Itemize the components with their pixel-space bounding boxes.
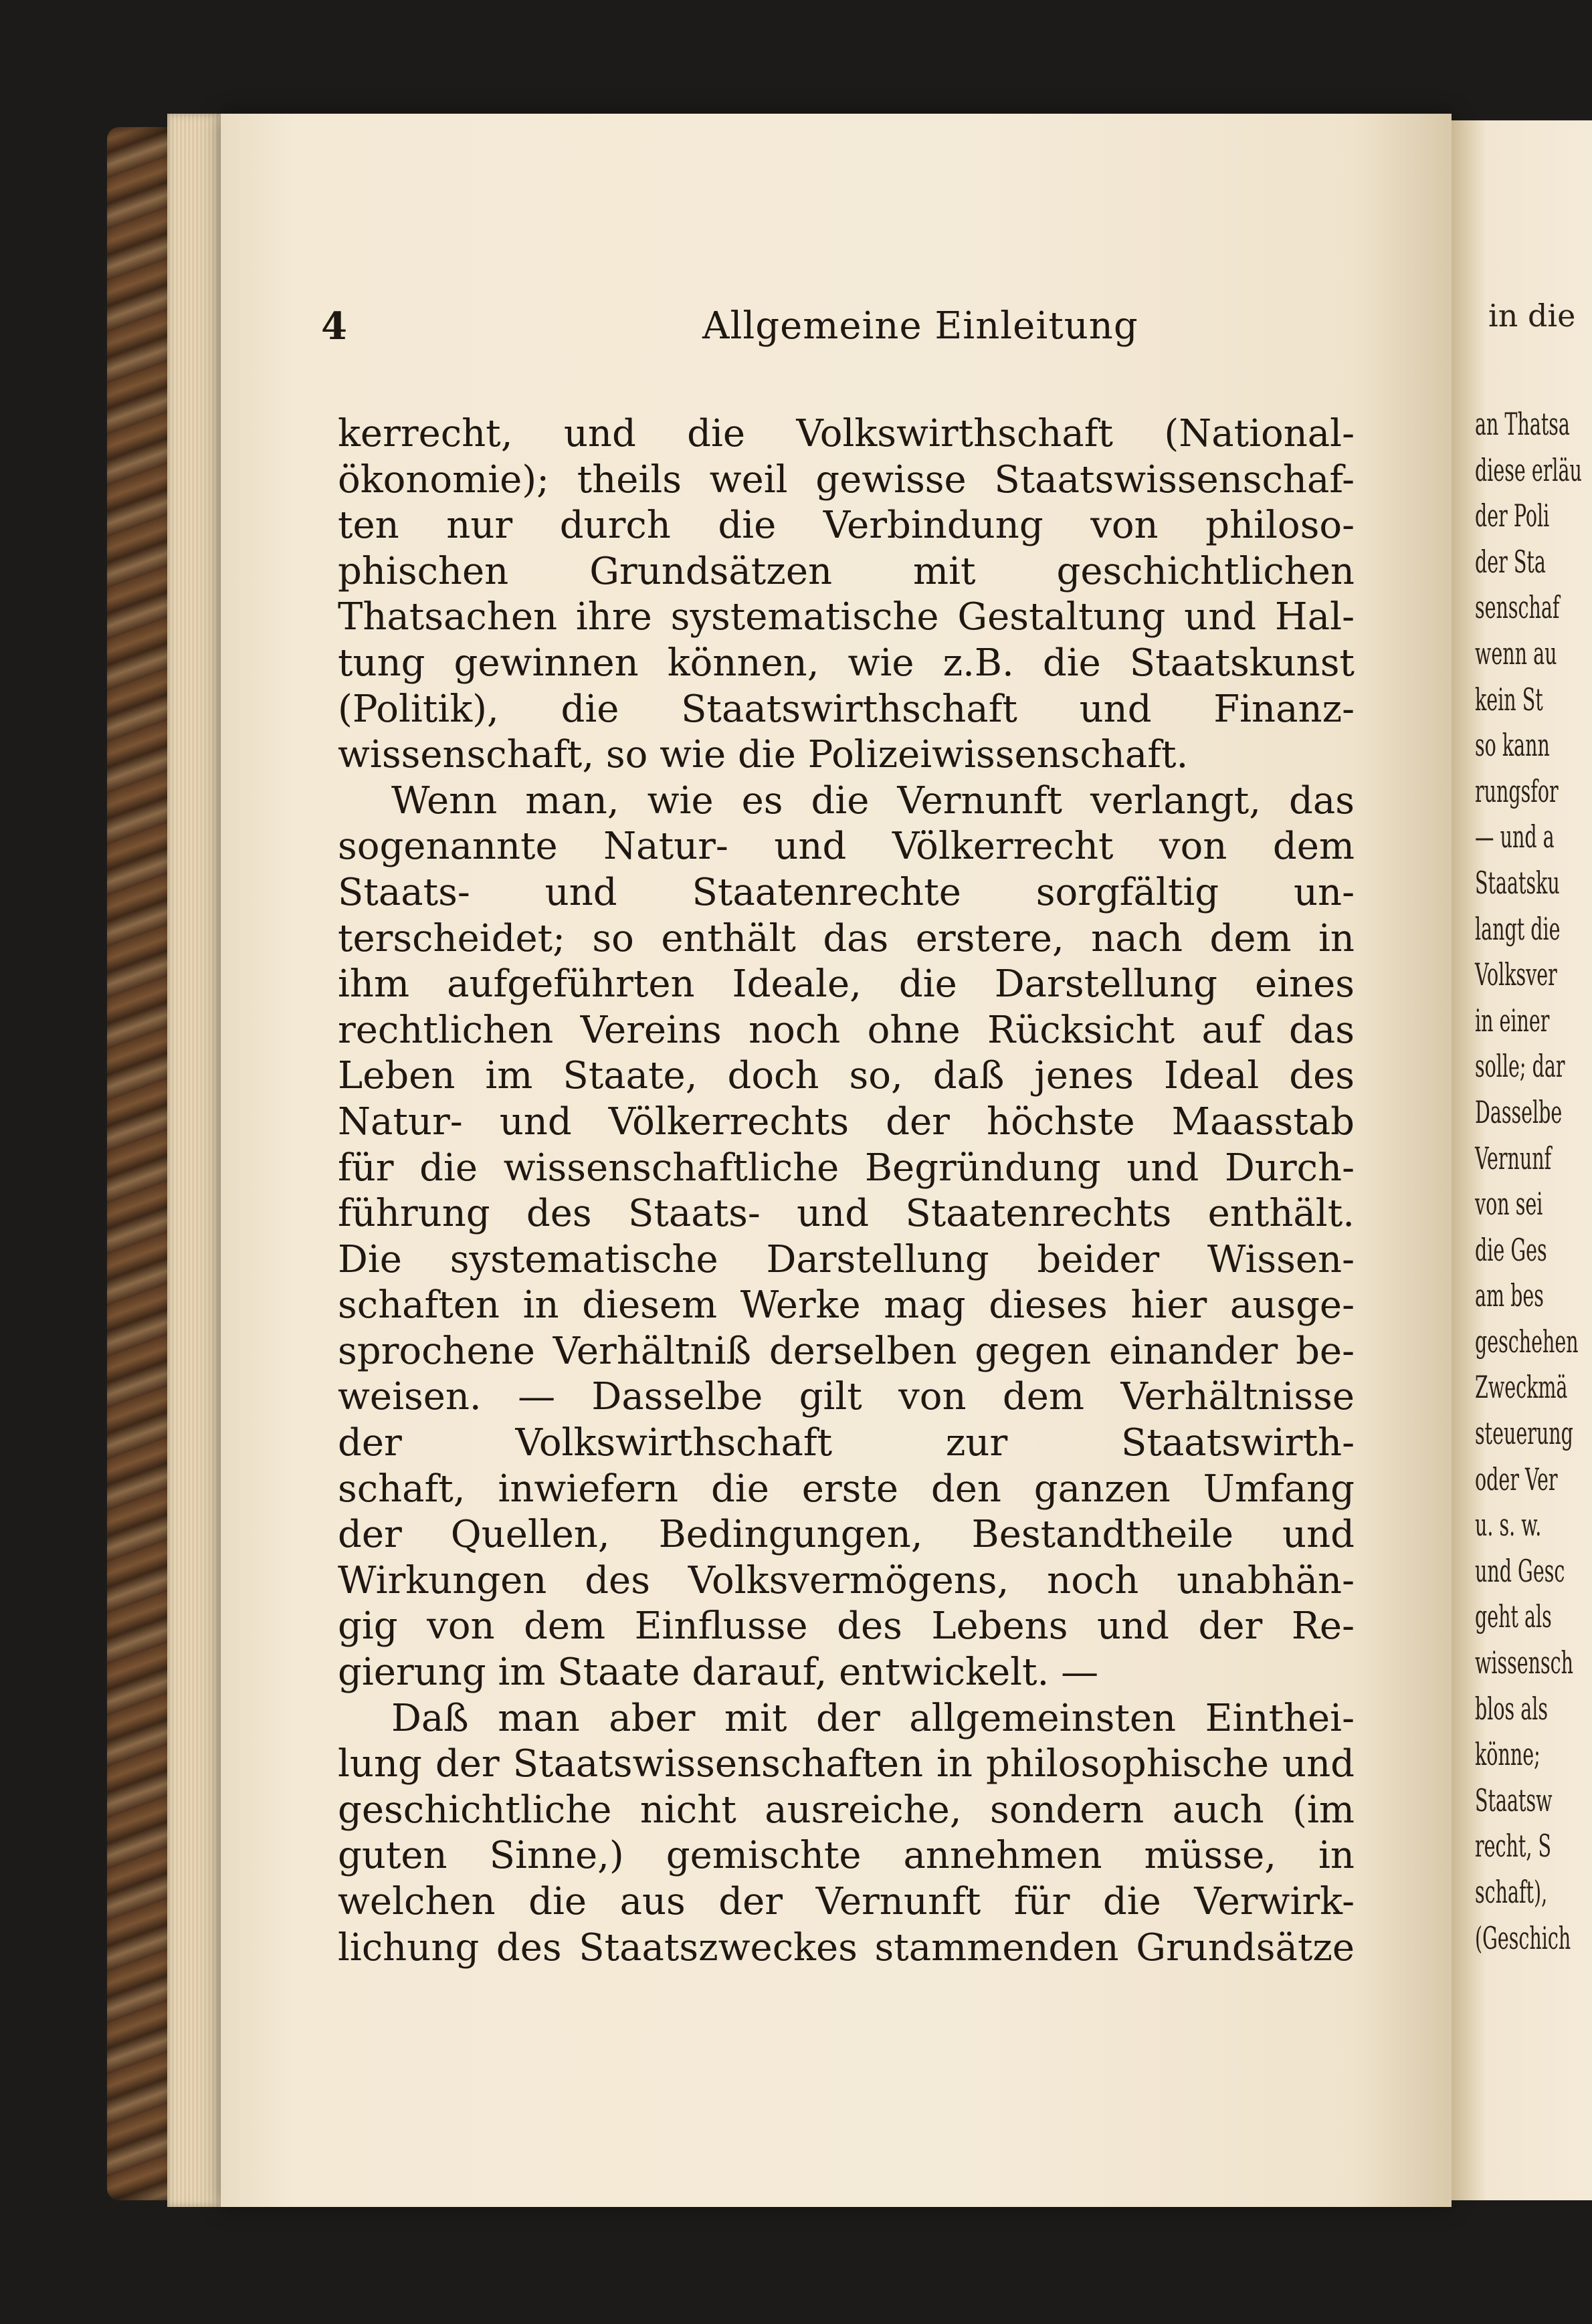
right-page-line: wissensch bbox=[1475, 1645, 1574, 1681]
right-page-line: langt die bbox=[1475, 910, 1561, 947]
right-page-line: Vernunf bbox=[1475, 1140, 1552, 1176]
text-line: der Quellen, Bedingungen, Bestandtheile und bbox=[338, 1513, 1355, 1557]
right-page-fragment bbox=[1452, 120, 1592, 2200]
text-line: phischen Grundsätzen mit geschichtlichen bbox=[338, 549, 1355, 593]
right-page-line: blos als bbox=[1475, 1690, 1549, 1727]
text-line: gierung im Staate darauf, entwickelt. — bbox=[338, 1651, 1099, 1695]
text-line: Wenn man, wie es die Vernunft verlangt, das bbox=[391, 778, 1355, 823]
text-line: ökonomie); theils weil gewisse Staatswissenschaf- bbox=[338, 457, 1355, 502]
text-line: wissenschaft, so wie die Polizeiwissenschaft. bbox=[338, 733, 1189, 777]
right-page-line: geschehen bbox=[1475, 1323, 1579, 1360]
text-line: lung der Staatswissenschaften in philosophische und bbox=[338, 1742, 1355, 1786]
right-page-line: oder Ver bbox=[1475, 1461, 1558, 1497]
body-text bbox=[338, 411, 1355, 1971]
right-page-line: geht als bbox=[1475, 1598, 1552, 1635]
text-line: rechtlichen Vereins noch ohne Rücksicht auf das bbox=[338, 1008, 1355, 1052]
right-page-line: solle; dar bbox=[1475, 1048, 1565, 1085]
right-page-line: könne; bbox=[1475, 1736, 1540, 1773]
right-page-running-head: in die bbox=[1488, 298, 1576, 334]
page-stack-edges bbox=[167, 114, 221, 2207]
right-page-line: schaft), bbox=[1475, 1874, 1548, 1910]
right-page-line: senschaf bbox=[1475, 589, 1560, 626]
right-page-line: u. s. w. bbox=[1475, 1507, 1542, 1544]
right-page-line: steuerung bbox=[1475, 1415, 1573, 1452]
text-line: ten nur durch die Verbindung von philoso- bbox=[338, 504, 1355, 548]
right-page-line: wenn au bbox=[1475, 635, 1557, 671]
right-page-text bbox=[1475, 401, 1582, 1961]
right-page-line: Staatsku bbox=[1475, 864, 1560, 901]
right-page-line: von sei bbox=[1475, 1186, 1543, 1223]
right-page-line: (Geschich bbox=[1475, 1919, 1571, 1956]
text-line: schaften in diesem Werke mag dieses hier ausge- bbox=[338, 1283, 1355, 1328]
right-page-line: und Gesc bbox=[1475, 1552, 1565, 1589]
text-line: ihm aufgeführten Ideale, die Darstellung eines bbox=[338, 962, 1355, 1007]
right-page-line: der Poli bbox=[1475, 498, 1550, 534]
right-page-line: diese erläu bbox=[1475, 451, 1582, 488]
right-page-line: recht, S bbox=[1475, 1828, 1551, 1865]
text-line: der Volkswirthschaft zur Staatswirth- bbox=[338, 1421, 1355, 1465]
right-page-line: Dasselbe bbox=[1475, 1093, 1563, 1130]
text-line: gig von dem Einflusse des Lebens und der Re- bbox=[338, 1604, 1355, 1649]
text-line: Staats- und Staatenrechte sorgfältig un- bbox=[338, 870, 1355, 914]
text-line: Leben im Staate, doch so, daß jenes Ideal des bbox=[338, 1054, 1355, 1098]
text-line: Daß man aber mit der allgemeinsten Einthei- bbox=[391, 1696, 1355, 1740]
text-line: geschichtliche nicht ausreiche, sondern auch (im bbox=[338, 1788, 1355, 1832]
text-line: Wirkungen des Volksvermögens, noch unabhän- bbox=[338, 1558, 1355, 1602]
right-page-line: an Thatsa bbox=[1475, 406, 1570, 442]
text-line: Die systematische Darstellung beider Wissen- bbox=[338, 1237, 1355, 1281]
right-page-line: — und a bbox=[1475, 819, 1555, 855]
right-page-line: Staatsw bbox=[1475, 1782, 1553, 1818]
text-line: sogenannte Natur- und Völkerrecht von dem bbox=[338, 825, 1355, 869]
text-line: schaft, inwiefern die erste den ganzen Umfang bbox=[338, 1467, 1355, 1511]
right-page-line: die Ges bbox=[1475, 1231, 1547, 1268]
text-line: tung gewinnen können, wie z.B. die Staatskunst bbox=[338, 641, 1355, 685]
right-page-line: rungsfor bbox=[1475, 772, 1559, 809]
text-line: (Politik), die Staatswirthschaft und Finanz- bbox=[338, 687, 1355, 731]
text-line: welchen die aus der Vernunft für die Verwirk- bbox=[338, 1880, 1355, 1923]
text-line: terscheidet; so enthält das erstere, nach dem in bbox=[338, 916, 1355, 960]
text-line: für die wissenschaftliche Begründung und Durch- bbox=[338, 1146, 1355, 1190]
text-line: Thatsachen ihre systematische Gestaltung und Hal- bbox=[338, 595, 1355, 639]
right-page-line: in einer bbox=[1475, 1002, 1550, 1039]
running-head: Allgemeine Einleitung bbox=[702, 304, 1138, 348]
text-line: guten Sinne,) gemischte annehmen müsse, in bbox=[338, 1834, 1355, 1878]
right-page-line: Zweckmä bbox=[1475, 1369, 1568, 1406]
right-page-line: so kann bbox=[1475, 727, 1550, 764]
right-page-line: Volksver bbox=[1475, 956, 1557, 993]
text-line: lichung des Staatszweckes stammenden Grundsätze bbox=[338, 1925, 1355, 1970]
text-line: weisen. — Dasselbe gilt von dem Verhältnisse bbox=[338, 1375, 1355, 1419]
text-line: Natur- und Völkerrechts der höchste Maasstab bbox=[338, 1099, 1355, 1144]
text-line: kerrecht, und die Volkswirthschaft (National- bbox=[338, 412, 1355, 455]
page-number: 4 bbox=[321, 304, 347, 348]
right-page-line: am bes bbox=[1475, 1277, 1544, 1314]
text-line: sprochene Verhältniß derselben gegen einander be- bbox=[338, 1329, 1355, 1373]
right-page-line: kein St bbox=[1475, 681, 1543, 718]
right-page-line: der Sta bbox=[1475, 543, 1546, 580]
text-line: führung des Staats- und Staatenrechts enthält. bbox=[338, 1192, 1355, 1236]
